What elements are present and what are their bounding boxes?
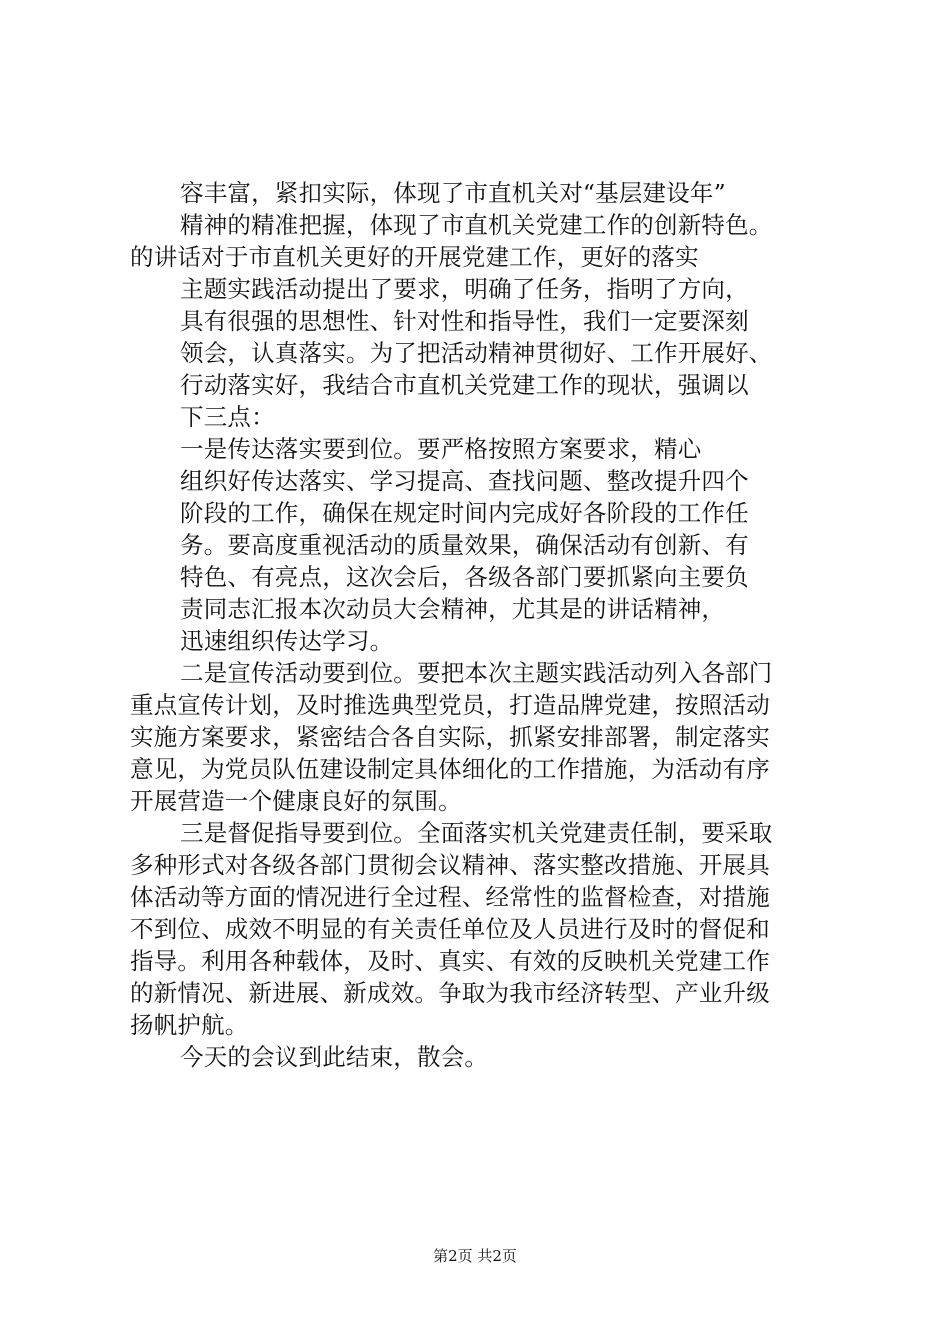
text-line: 指导。利用各种载体，及时、真实、有效的反映机关党建工作 bbox=[130, 947, 770, 975]
text-line: 阶段的工作，确保在规定时间内完成好各阶段的工作任 bbox=[180, 499, 749, 527]
text-line: 精神的精准把握，体现了市直机关党建工作的创新特色。 bbox=[180, 211, 773, 239]
text-line: 扬帆护航。 bbox=[130, 1011, 249, 1039]
text-line: 体活动等方面的情况进行全过程、经常性的监督检查，对措施 bbox=[130, 883, 770, 911]
text-line: 容丰富，紧扣实际，体现了市直机关对“基层建设年” bbox=[180, 179, 726, 207]
page-footer: 第2页 共2页 bbox=[433, 1247, 517, 1265]
text-line: 的讲话对于市直机关更好的开展党建工作，更好的落实 bbox=[130, 243, 699, 271]
text-line: 今天的会议到此结束，散会。 bbox=[180, 1043, 489, 1071]
text-line: 特色、有亮点，这次会后，各级各部门要抓紧向主要负 bbox=[180, 563, 749, 591]
text-line: 主题实践活动提出了要求，明确了任务，指明了方向， bbox=[180, 275, 749, 303]
text-line: 具有很强的思想性、针对性和指导性，我们一定要深刻 bbox=[180, 307, 749, 335]
text-line: 组织好传达落实、学习提高、查找问题、整改提升四个 bbox=[180, 467, 749, 495]
text-line: 行动落实好，我结合市直机关党建工作的现状，强调以 bbox=[180, 371, 749, 399]
text-line: 领会，认真落实。为了把活动精神贯彻好、工作开展好、 bbox=[180, 339, 773, 367]
text-line: 不到位、成效不明显的有关责任单位及人员进行及时的督促和 bbox=[130, 915, 770, 943]
text-line: 责同志汇报本次动员大会精神，尤其是的讲话精神， bbox=[180, 595, 726, 623]
text-line: 的新情况、新进展、新成效。争取为我市经济转型、产业升级 bbox=[130, 979, 770, 1007]
text-line: 下三点： bbox=[180, 403, 275, 431]
text-line: 迅速组织传达学习。 bbox=[180, 627, 394, 655]
text-line: 实施方案要求，紧密结合各自实际，抓紧安排部署，制定落实 bbox=[130, 723, 770, 751]
text-line: 意见，为党员队伍建设制定具体细化的工作措施，为活动有序 bbox=[130, 755, 770, 783]
text-line: 务。要高度重视活动的质量效果，确保活动有创新、有 bbox=[180, 531, 749, 559]
text-line: 多种形式对各级各部门贯彻会议精神、落实整改措施、开展具 bbox=[130, 851, 770, 879]
text-line: 一是传达落实要到位。要严格按照方案要求，精心 bbox=[180, 435, 702, 463]
text-line: 三是督促指导要到位。全面落实机关党建责任制，要采取 bbox=[180, 819, 773, 847]
text-line: 二是宣传活动要到位。要把本次主题实践活动列入各部门 bbox=[180, 659, 773, 687]
text-line: 开展营造一个健康良好的氛围。 bbox=[130, 787, 462, 815]
text-line: 重点宣传计划，及时推选典型党员，打造品牌党建，按照活动 bbox=[130, 691, 770, 719]
